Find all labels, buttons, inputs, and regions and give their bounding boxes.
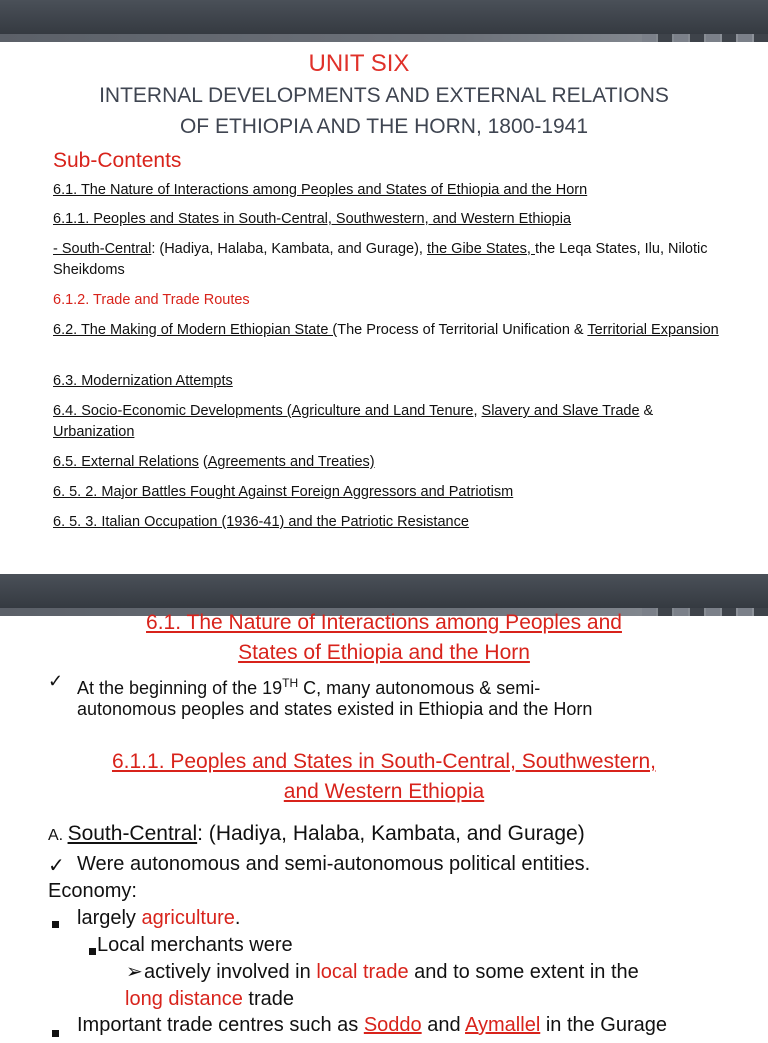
toc-item-6-3[interactable] <box>53 371 733 392</box>
toc-link[interactable]: 6.5. External Relations <box>53 454 199 470</box>
check-icon: ✓ <box>48 671 64 691</box>
toc-item-6-1-2 <box>53 290 733 311</box>
check-icon: ✓ <box>48 855 65 877</box>
heading-6-1-1-line1: 6.1.1. Peoples and States in South-Central, Southwestern, <box>111 750 656 773</box>
toc-item-6-2 <box>53 320 733 341</box>
square-bullet-icon <box>89 943 96 961</box>
text-red: Aymallel <box>465 1014 541 1036</box>
toc-text: ( <box>198 454 208 470</box>
toc-link[interactable]: Urbanization <box>53 424 135 440</box>
toc-link[interactable]: Slavery and Slave Trade <box>481 403 640 419</box>
toc-item-south-central <box>53 239 733 281</box>
text: : ( <box>197 822 216 845</box>
text: largely <box>77 907 142 929</box>
text: Economy <box>48 880 132 902</box>
south-central-peoples: Hadiya, Halaba, Kambata, and Gurage) <box>215 822 585 845</box>
slide-header-bar <box>0 574 768 608</box>
bullet-19th-century-line2: autonomous peoples and states existed in Ethiopia and the Horn <box>77 699 593 719</box>
bullet-autonomous: Were autonomous and semi-autonomous political entities. <box>77 853 591 875</box>
text: actively involved in <box>144 961 317 983</box>
toc-item-6-5 <box>53 452 733 473</box>
list-marker: A. <box>48 827 68 844</box>
toc-link-gibe-states[interactable]: the Gibe States, <box>426 241 535 257</box>
toc-link[interactable]: 6. 5. 3. Italian Occupation (1936-41) and the Patriotic Resistance <box>53 514 469 530</box>
unit-title: UNIT SIX <box>308 50 410 77</box>
toc-link[interactable]: Territorial Expansion <box>587 322 719 338</box>
text-red: local trade <box>316 961 409 983</box>
heading-6-1-1-line2: and Western Ethiopia <box>283 780 485 803</box>
text: and <box>421 1014 466 1036</box>
toc-link[interactable]: 6.2. The Making of Modern Ethiopian State ( <box>53 322 338 338</box>
economy-label <box>48 878 137 904</box>
text: . <box>234 907 241 929</box>
economy-agriculture <box>77 905 240 931</box>
economy-trade-centres <box>77 1012 667 1038</box>
text: At the beginning of the 19 <box>77 678 283 698</box>
text: C, many autonomous & semi- <box>298 678 541 698</box>
toc-link[interactable]: 6.3. Modernization Attempts <box>53 373 233 389</box>
toc-item-6-5-2[interactable] <box>53 482 733 503</box>
toc-text-red: 6.1.2. Trade and Trade Routes <box>53 292 250 308</box>
south-central-label: South-Central <box>67 822 198 845</box>
toc-link[interactable]: 6.1. The Nature of Interactions among Peoples and States of Ethiopia and the Horn <box>53 182 588 198</box>
text: Important trade centres such as <box>77 1014 364 1036</box>
slide2-title-line2: States of Ethiopia and the Horn <box>238 641 530 664</box>
toc-link-south-central[interactable]: - South-Central <box>53 241 152 257</box>
toc-link[interactable]: 6.4. Socio-Economic Developments (Agriculture and Land Tenure <box>53 403 474 419</box>
text: and to some extent in the <box>408 961 639 983</box>
subcontents-heading: Sub-Contents <box>53 149 182 172</box>
arrow-icon: ➢ <box>126 961 143 983</box>
south-central-heading <box>48 820 585 850</box>
slide-gap <box>0 556 768 574</box>
toc-link[interactable]: 6. 5. 2. Major Battles Fought Against Foreign Aggressors and Patriotism <box>53 484 514 500</box>
toc-item-6-1[interactable] <box>53 180 733 201</box>
slide-header-stripe <box>0 34 768 42</box>
text: : <box>131 880 137 902</box>
slide-header-bar <box>0 0 768 34</box>
superscript: TH <box>282 676 299 690</box>
slide-2 <box>0 574 768 1036</box>
square-bullet-icon <box>52 916 59 934</box>
unit-subtitle-line2: OF ETHIOPIA AND THE HORN, 1800-1941 <box>179 115 589 138</box>
toc-text: & <box>639 403 654 419</box>
text: trade <box>248 988 295 1010</box>
toc-link[interactable]: Agreements and Treaties) <box>207 454 375 470</box>
economy-trade-line2 <box>125 986 294 1012</box>
toc-text: , <box>473 403 482 419</box>
unit-subtitle-line1: INTERNAL DEVELOPMENTS AND EXTERNAL RELATIONS <box>99 84 669 107</box>
toc-item-6-4 <box>53 401 733 443</box>
economy-trade-line1 <box>144 959 744 985</box>
text-red: agriculture <box>141 907 235 929</box>
toc-text: : (Hadiya, Halaba, Kambata, and Gurage), <box>151 241 427 257</box>
economy-local-merchants: Local merchants were <box>97 934 293 956</box>
text-red: long distance <box>125 988 249 1010</box>
toc-link[interactable]: 6.1.1. Peoples and States in South-Central, Southwestern, and Western Ethiopia <box>53 211 572 227</box>
toc-text: The Process of Territorial Unification & <box>337 322 588 338</box>
toc-text: the Leqa States, Ilu, Nilotic Sheikdoms <box>53 241 708 278</box>
toc-item-6-1-1[interactable] <box>53 209 733 230</box>
square-bullet-icon <box>52 1025 59 1043</box>
slide2-title-line1: 6.1. The Nature of Interactions among Peoples and <box>146 611 622 634</box>
text-red: Soddo <box>363 1014 422 1036</box>
text: in the Gurage <box>540 1014 668 1036</box>
toc-item-6-5-3[interactable] <box>53 512 733 533</box>
